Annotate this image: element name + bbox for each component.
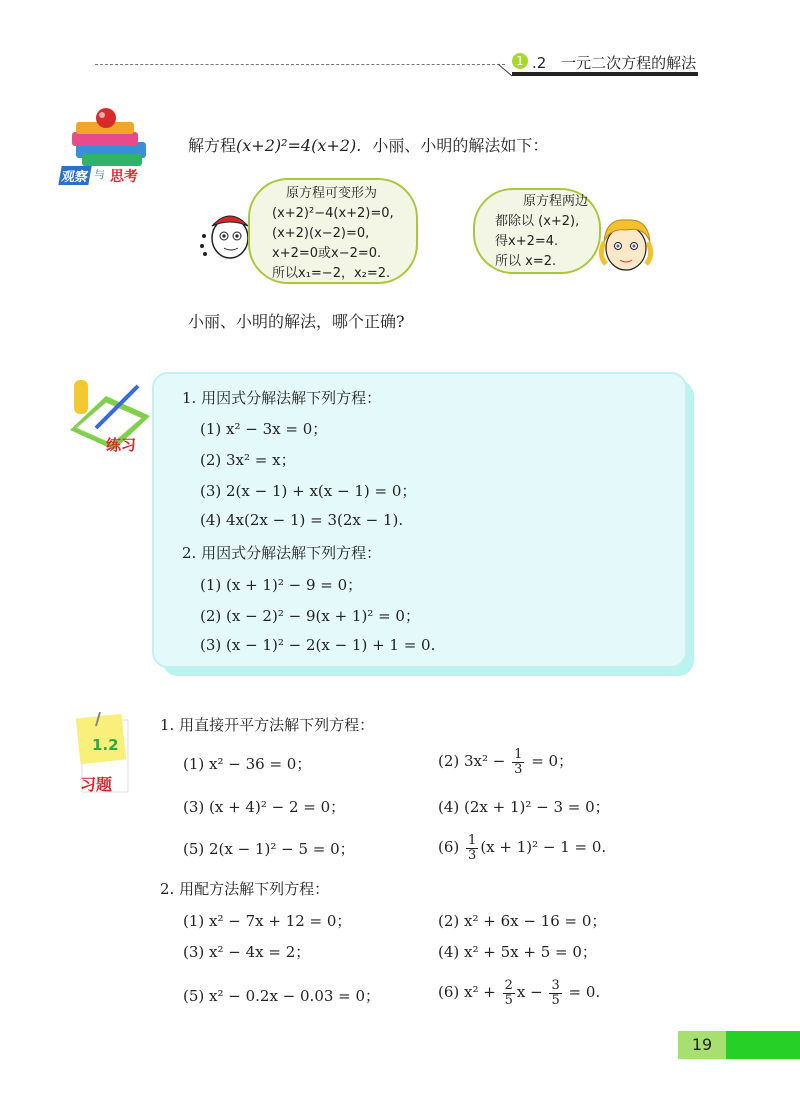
exercise-item: (5) 2(x − 1)² − 5 = 0； [183, 840, 355, 858]
exercise-item [438, 744, 573, 778]
exercises-label: 习题 [80, 775, 113, 794]
bubble1-line: 原方程可变形为 [286, 186, 378, 201]
girl-character-icon [196, 204, 254, 264]
intro-prefix: 解方程 [188, 136, 237, 155]
item-text: x − [516, 983, 543, 1001]
section-suffix: .2 [532, 54, 547, 72]
bubble1-line: (x+2)(x−2)=0, [272, 226, 370, 241]
practice-item: (1) (x + 1)² − 9 = 0； [200, 576, 363, 594]
denominator: 5 [551, 992, 560, 1008]
observe-think-icon [62, 108, 152, 188]
denominator: 3 [514, 761, 523, 777]
bubble1-line: (x+2)²−4(x+2)=0, [272, 206, 394, 221]
practice-item: (3) (x − 1)² − 2(x − 1) + 1 = 0. [200, 636, 436, 654]
numerator: 1 [468, 832, 477, 848]
numerator: 3 [551, 977, 560, 993]
fraction [503, 979, 515, 1008]
section-number-badge: 1 [512, 53, 528, 69]
exercise-item: (1) x² − 7x + 12 = 0； [183, 912, 352, 930]
item-text: (2) 3x² − [438, 752, 506, 770]
bubble1-line: 所以x₁=−2，x₂=2. [272, 266, 391, 281]
bubble2-line: 所以 x=2. [495, 254, 557, 269]
practice-item: (4) 4x(2x − 1) = 3(2x − 1). [200, 511, 404, 529]
practice-q2-title: 2. 用因式分解法解下列方程： [182, 544, 382, 562]
xiaoming-solution-bubble [473, 188, 601, 274]
observe-label: 观察 [58, 166, 91, 185]
exercise-item: (2) x² + 6x − 16 = 0； [438, 912, 607, 930]
item-text: (6) x² + [438, 983, 496, 1001]
intro-suffix: 小丽、小明的解法如下： [372, 136, 549, 155]
exercise-item: (4) x² + 5x + 5 = 0； [438, 943, 597, 961]
item-text: = 0. [568, 983, 601, 1001]
exercise-item: (3) x² − 4x = 2； [183, 943, 311, 961]
fraction [512, 748, 524, 777]
exercises-number: 1.2 [92, 736, 119, 754]
exercise-item: (1) x² − 36 = 0； [183, 755, 312, 773]
exercise-item [438, 830, 606, 864]
exercise2-title: 2. 用配方法解下列方程： [160, 880, 330, 898]
practice-label: 练习 [106, 436, 137, 454]
exercise-item [438, 974, 600, 1010]
exercise1-title: 1. 用直接开平方法解下列方程： [160, 716, 375, 734]
intro-equation: (x+2)²=4(x+2). [236, 136, 362, 155]
exercise-item: (5) x² − 0.2x − 0.03 = 0； [183, 987, 381, 1005]
exercise-item: (3) (x + 4)² − 2 = 0； [183, 798, 346, 816]
practice-item: (1) x² − 3x = 0； [200, 420, 328, 438]
numerator: 2 [504, 977, 513, 993]
bubble2-line: 都除以 (x+2), [495, 214, 580, 229]
fraction [466, 834, 478, 863]
item-text: (x + 1)² − 1 = 0. [480, 838, 607, 856]
practice-q1-title: 1. 用因式分解法解下列方程： [182, 389, 382, 407]
and-label: 与 [94, 168, 105, 181]
header-title [532, 52, 696, 73]
page-number: 19 [678, 1031, 726, 1059]
bubble2-line: 得x+2=4. [495, 234, 559, 249]
bubble1-line: x+2=0或x−2=0. [272, 246, 382, 261]
denominator: 5 [504, 992, 513, 1008]
practice-icon [66, 378, 154, 458]
boy-character-icon [594, 212, 658, 276]
question-text: 小丽、小明的解法，哪个正确? [188, 312, 405, 331]
observe-intro [188, 133, 548, 156]
chapter-title: 一元二次方程的解法 [561, 54, 697, 72]
practice-item: (2) (x − 2)² − 9(x + 1)² = 0； [200, 607, 420, 625]
think-label: 思考 [110, 169, 138, 185]
fraction [549, 979, 561, 1008]
item-text: = 0； [531, 752, 574, 770]
practice-item: (2) 3x² = x； [200, 451, 296, 469]
exercises-icon [74, 712, 134, 796]
bubble2-line: 原方程两边 [523, 194, 589, 209]
header-dashed-rule [95, 64, 505, 65]
numerator: 1 [514, 746, 523, 762]
xiaoli-solution-bubble [248, 178, 418, 284]
exercise-item: (4) (2x + 1)² − 3 = 0； [438, 798, 610, 816]
practice-item: (3) 2(x − 1) + x(x − 1) = 0； [200, 482, 417, 500]
item-text: (6) [438, 838, 460, 856]
denominator: 3 [468, 847, 477, 863]
page-number-bar [726, 1031, 800, 1059]
